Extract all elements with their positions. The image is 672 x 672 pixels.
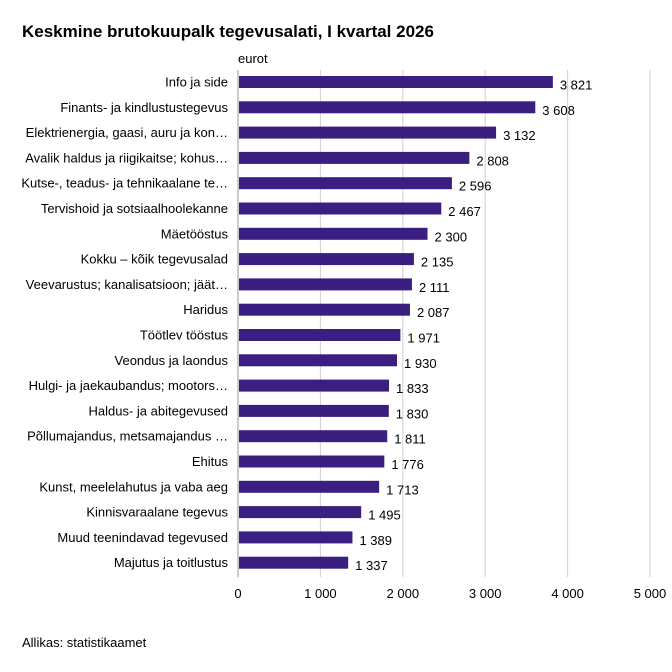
bar <box>239 304 410 316</box>
category-label: Avalik haldus ja riigikaitse; kohus… <box>25 150 228 166</box>
value-label: 2 808 <box>476 153 509 169</box>
category-label: Kutse-, teadus- ja tehnikaalane te… <box>21 175 228 191</box>
bar <box>239 101 535 113</box>
value-label: 1 930 <box>404 355 437 371</box>
bar <box>239 430 387 442</box>
source-note: Allikas: statistikaamet <box>22 635 147 650</box>
bar <box>239 152 469 164</box>
category-label: Tervishoid ja sotsiaalhoolekanne <box>40 201 228 216</box>
bar <box>239 253 414 265</box>
value-label: 2 111 <box>418 279 450 295</box>
chart-title: Keskmine brutokuupalk tegevusalati, I kvartal 2026 <box>22 22 434 41</box>
bar <box>239 203 441 215</box>
bar <box>239 76 553 88</box>
value-label: 1 495 <box>368 507 401 523</box>
bar <box>239 506 361 518</box>
bar <box>239 456 384 468</box>
category-label: Haridus <box>183 302 228 318</box>
category-label: Elektrienergia, gaasi, auru ja kon… <box>25 125 228 141</box>
bar <box>239 354 397 366</box>
bar <box>239 531 352 543</box>
category-label: Põllumajandus, metsamajandus … <box>27 428 228 444</box>
bar <box>239 557 348 569</box>
value-label: 3 821 <box>559 77 593 93</box>
unit-label: eurot <box>238 51 268 66</box>
category-label: Veevarustus; kanalisatsioon; jäät… <box>25 276 228 292</box>
bar <box>239 177 452 189</box>
value-label: 2 135 <box>420 254 454 270</box>
value-label: 1 337 <box>355 558 388 574</box>
x-tick-label: 2 000 <box>386 586 420 601</box>
x-tick-label: 1 000 <box>304 586 337 601</box>
bar <box>239 228 428 240</box>
value-label: 2 300 <box>434 229 468 245</box>
x-tick-label: 4 000 <box>551 586 584 601</box>
category-label: Majutus ja toitlustus <box>113 555 228 571</box>
category-label: Hulgi- ja jaekaubandus; mootors… <box>28 378 228 394</box>
category-label: Kokku – kõik tegevusalad <box>80 251 228 267</box>
x-tick-label: 5 000 <box>633 586 667 601</box>
category-label: Finants- ja kindlustustegevus <box>60 99 228 115</box>
value-label: 1 389 <box>359 532 393 548</box>
category-label: Kinnisvaraalane tegevus <box>86 504 228 520</box>
category-label: Ehitus <box>191 454 228 469</box>
category-label: Info ja side <box>165 74 228 90</box>
bar <box>239 329 400 341</box>
category-label: Haldus- ja abitegevused <box>88 403 228 419</box>
category-label: Kunst, meelelahutus ja vaba aeg <box>39 479 228 495</box>
bar <box>239 380 389 392</box>
value-label: 2 087 <box>416 305 450 321</box>
value-label: 1 830 <box>395 406 429 422</box>
bar <box>239 481 379 493</box>
category-label: Mäetööstus <box>160 226 228 242</box>
category-label: Töötlev tööstus <box>139 327 228 343</box>
value-label: 1 833 <box>396 381 429 397</box>
value-label: 3 132 <box>503 128 536 144</box>
bar <box>239 127 496 139</box>
value-label: 3 608 <box>542 102 575 118</box>
value-label: 2 467 <box>448 204 481 219</box>
value-label: 1 713 <box>386 482 419 498</box>
value-label: 1 971 <box>407 330 440 346</box>
value-label: 1 776 <box>391 457 424 472</box>
bar <box>239 278 412 290</box>
bar <box>239 405 389 417</box>
value-label: 2 596 <box>458 178 492 194</box>
category-label: Veondus ja laondus <box>114 352 228 368</box>
category-label: Muud teenindavad tegevused <box>57 529 228 545</box>
x-tick-label: 0 <box>234 586 242 601</box>
value-label: 1 811 <box>394 431 426 447</box>
x-tick-label: 3 000 <box>468 586 502 601</box>
